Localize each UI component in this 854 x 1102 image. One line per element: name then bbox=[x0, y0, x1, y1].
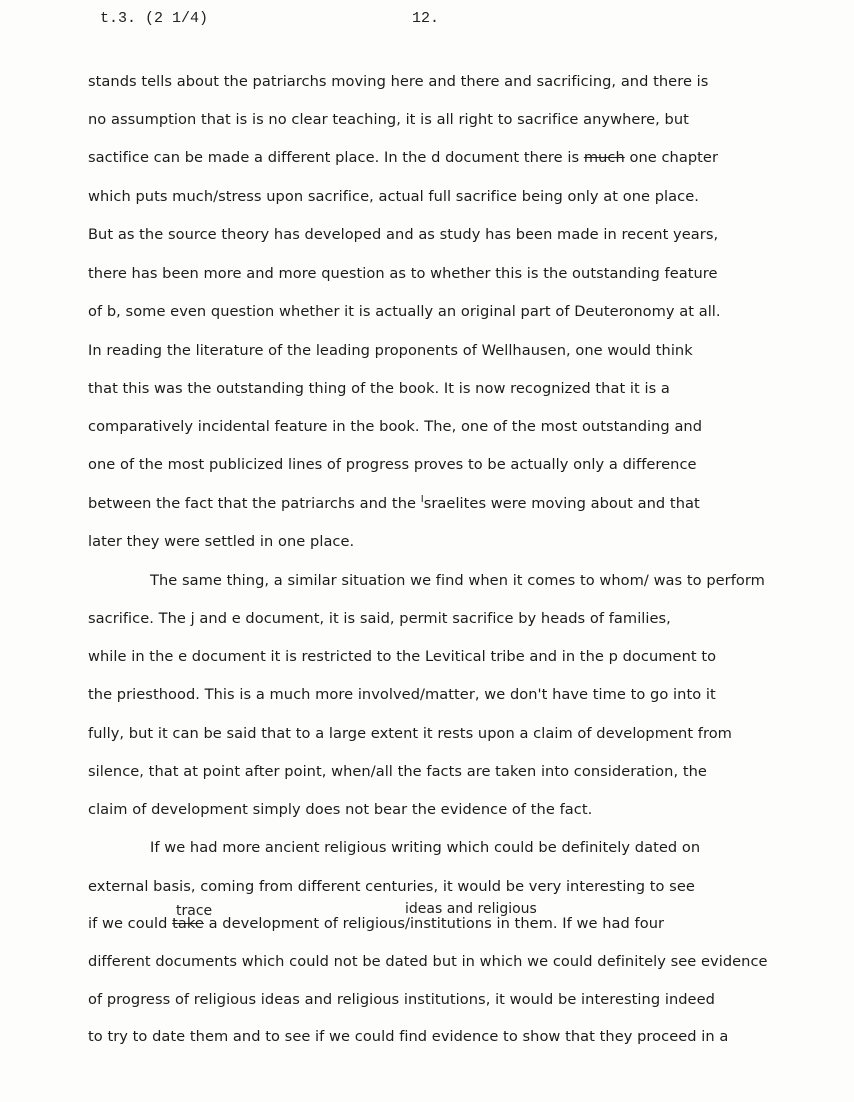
paragraph-start: The same thing, a similar situation we find when it comes to whom/ was to perform bbox=[150, 572, 765, 589]
text-line: of b, some even question whether it is actually an original part of Deuteronomy at all. bbox=[88, 303, 721, 320]
text-line: if we could take a development of religious/institutions in them. If we had four bbox=[88, 915, 665, 932]
text-line: sacrifice. The j and e document, it is said, permit sacrifice by heads of families, bbox=[88, 610, 671, 627]
text-line: of progress of religious ideas and religious institutions, it would be interesting indeed bbox=[88, 991, 715, 1008]
text-line: external basis, coming from different centuries, it would be very interesting to see bbox=[88, 878, 695, 895]
struck-word: much bbox=[583, 149, 625, 166]
text-line: later they were settled in one place. bbox=[88, 533, 355, 550]
handwritten-insertion: trace bbox=[176, 903, 213, 919]
text-line: different documents which could not be dated but in which we could definitely see evidence bbox=[88, 953, 768, 970]
text-line: In reading the literature of the leading proponents of Wellhausen, one would think bbox=[88, 342, 693, 359]
text-line: no assumption that is is no clear teaching, it is all right to sacrifice anywhere, but bbox=[88, 111, 689, 128]
text-line: the priesthood. This is a much more involved/matter, we don't have time to go into it bbox=[88, 686, 716, 703]
text-line: But as the source theory has developed and as study has been made in recent years, bbox=[88, 226, 719, 243]
text-line: between the fact that the patriarchs and the $^I$sraelites were moving about and that bbox=[88, 494, 700, 512]
text-line: there has been more and more question as to whether this is the outstanding feature bbox=[88, 265, 718, 282]
paragraph-start: If we had more ancient religious writing which could be definitely dated on bbox=[150, 839, 701, 856]
text-line: sactifice can be made a different place. In the d document there is much one chapter bbox=[88, 149, 718, 166]
text-line: that this was the outstanding thing of the book. It is now recognized that it is a bbox=[88, 380, 670, 397]
text-line: to try to date them and to see if we could find evidence to show that they proceed in a bbox=[88, 1028, 729, 1045]
text-line: which puts much/stress upon sacrifice, actual full sacrifice being only at one place. bbox=[88, 188, 699, 205]
handwritten-insertion: ideas and religious bbox=[405, 901, 537, 917]
text-line: while in the e document it is restricted to the Levitical tribe and in the p document to bbox=[88, 648, 717, 665]
text-line: fully, but it can be said that to a large extent it rests upon a claim of development from bbox=[88, 725, 732, 742]
page-reference: t.3. (2 1/4) bbox=[100, 10, 209, 27]
text-line: comparatively incidental feature in the book. The, one of the most outstanding and bbox=[88, 418, 703, 435]
text-line: silence, that at point after point, when/all the facts are taken into consideration, the bbox=[88, 763, 707, 780]
text-line: one of the most publicized lines of progress proves to be actually only a difference bbox=[88, 456, 697, 473]
page-number: 12. bbox=[412, 10, 440, 27]
text-line: stands tells about the patriarchs moving here and there and sacrificing, and there is bbox=[88, 73, 709, 90]
text-line: claim of development simply does not bear the evidence of the fact. bbox=[88, 801, 593, 818]
struck-word: take bbox=[172, 915, 204, 932]
